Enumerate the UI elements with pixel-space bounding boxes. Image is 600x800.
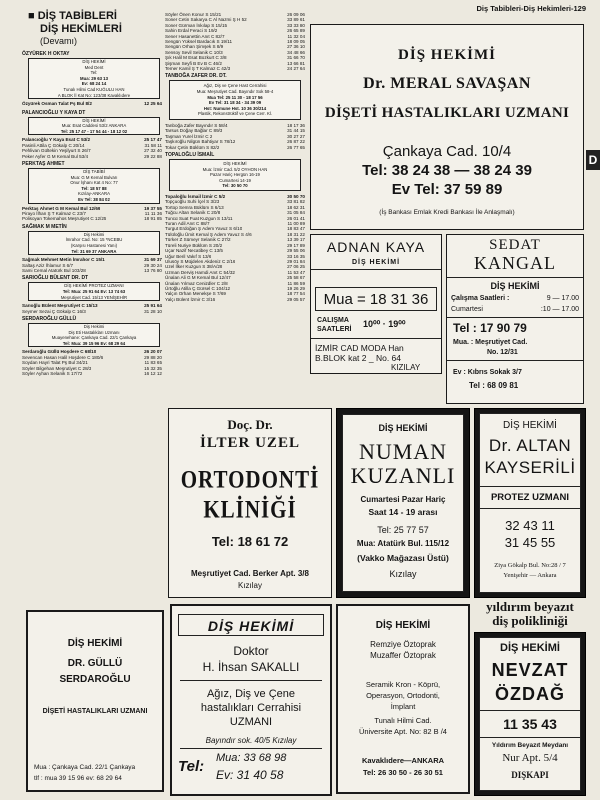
- listing-line: Meşrutiyet Cad. 15/13 YENİŞEHİR: [60, 294, 128, 300]
- entry-phone: 29 55 06: [287, 248, 305, 254]
- ad-address: Mua: Atatürk Bul. 115/12: [356, 539, 450, 548]
- directory-row: [165, 297, 305, 302]
- ad-phone: 31 45 55: [504, 535, 556, 550]
- entry-phone: 26 20 07: [144, 349, 162, 355]
- ad-phone: tlf : mua 39 15 96 ev: 68 29 64: [34, 775, 122, 782]
- entry-phone: 29 88 20: [144, 354, 162, 360]
- entry-phone: 25 91 64: [144, 303, 162, 309]
- entry-name: Sengün Orhan Şimşek S 8/9: [165, 44, 224, 50]
- entry-name: Turgut Erdoğan Ş Adem Yavuz S 6/10: [165, 226, 243, 232]
- ad-numan-kuzanli: [336, 408, 470, 598]
- ad-divider: [311, 269, 441, 270]
- listing-line: DİŞ HEKİMİ PROTEZ UZMANI: [64, 283, 124, 289]
- ad-phone: Tel: 26 30 50 - 26 30 51: [363, 768, 443, 777]
- ad-hours: Cumartesi Pazar Hariç: [360, 495, 446, 504]
- entry-name: Şişman Seyfi B Ev B C 46/2: [165, 60, 222, 66]
- entry-phone: 11 86 59: [287, 280, 305, 286]
- entry-phone: 27 06 25: [287, 264, 305, 270]
- ad-city: DIŞKAPI: [511, 770, 549, 780]
- listing-line: Tel: Mua: 39 15 96 Ev: 68 29 64: [62, 340, 126, 346]
- entry-name: Uçar Nazif Necatibey C 13/5: [165, 248, 223, 254]
- ad-doctor-label: Doktor: [233, 644, 269, 658]
- ad-address: İZMİR CAD MODA Han: [315, 343, 404, 353]
- entry-phone: 31 66 70: [287, 55, 305, 61]
- listing-line: Med Dent: [84, 64, 104, 70]
- listing-line: Tel: 30 50 70: [222, 183, 248, 189]
- entry-phone: 26 77 65: [287, 144, 305, 150]
- ad-hours-label: Çalışma Saatleri :: [451, 295, 510, 302]
- ad-sedat-kangal: [446, 234, 584, 404]
- entry-name: Türeli Nuriye Büklüm S 20/2: [165, 242, 223, 248]
- ad-inner-panel: [479, 637, 581, 791]
- ad-title: DİŞ HEKİMİ: [351, 259, 401, 266]
- ad-oztoprak: [336, 604, 470, 794]
- entry-name: Söyler Önen Konur S 15/21: [165, 12, 222, 17]
- directory-row: [165, 66, 305, 71]
- entry-phone: 34 48 66: [287, 49, 305, 55]
- entry-phone: 31 58 11: [144, 142, 162, 148]
- ad-name: ÖZDAĞ: [495, 684, 565, 704]
- directory-row: [22, 309, 162, 314]
- section-title: ■ DİŞ TABİBLERİ: [28, 10, 117, 22]
- ad-divider: [180, 748, 322, 749]
- ad-title: Doç. Dr.: [227, 417, 273, 432]
- entry-name: Sengün Yüksel Bardacık S 19/11: [165, 39, 232, 45]
- entry-heading: TANBOĞA ZAFER DR. DT.: [165, 73, 227, 80]
- entry-name: Uğur Beril Vakıf S 13/6: [165, 253, 212, 259]
- entry-phone: 11 53 47: [287, 269, 305, 275]
- entry-heading: PALANCIOĞLU Y KAYA DT: [22, 109, 86, 116]
- ad-phone-label: Tel:: [178, 758, 205, 775]
- ad-hours: Saat 14 - 19 arası: [368, 507, 438, 517]
- entry-name: Sensoy Sevil Selanik C 10/3: [165, 49, 223, 55]
- entry-phone: 30 50 70: [287, 194, 305, 200]
- entry-phone: 30 27 27: [287, 133, 305, 139]
- entry-phone: 33 81 82: [287, 199, 305, 205]
- ad-phone: Mua = 18 31 36: [323, 291, 429, 308]
- listing-line: Mua: Meşrutiyet Cad. Bayındır Sok 58-4: [196, 89, 274, 95]
- ad-address: Mua : Çankaya Cad. 22/1 Çankaya: [34, 764, 136, 771]
- entry-heading: PERKTAŞ AHMET: [22, 160, 65, 167]
- ad-name: SERDAROĞLU: [59, 674, 131, 685]
- ad-divider: [480, 486, 580, 487]
- ad-name: KUZANLI: [350, 463, 456, 488]
- listing-line: (Karşısı Hastanesi Yanı): [70, 242, 118, 248]
- entry-name: Uzel İlker Kuzgun S 38/A/28: [165, 264, 223, 270]
- ad-note: (İş Bankası Emlak Kredi Bankası İle Anlaşmalı): [379, 209, 515, 216]
- entry-name: Ulusöy S Müjdelen Akdeniz C 2/16: [165, 258, 236, 264]
- listing-line: DİŞ TABİBİ: [83, 168, 105, 174]
- entry-phone: 26 87 22: [287, 139, 305, 145]
- entry-phone: 31 05 84: [287, 210, 305, 216]
- ad-name: SEDAT: [489, 237, 541, 253]
- entry-phone: 11 83 65: [144, 360, 162, 366]
- ad-home-phone: Ev: 31 40 58: [216, 768, 284, 782]
- entry-name: Tokar Çetin Büklüm S 82/2: [165, 144, 220, 150]
- listing-box: [169, 159, 301, 191]
- listing-line: Mua: Esat Caddesi 53/2 ANKARA: [61, 123, 127, 129]
- ad-specialty: İmplant: [390, 702, 416, 711]
- listing-line: Ev: 68 24 14: [81, 81, 107, 87]
- entry-name: Ürtoğlu Atilla Ç Gürsel C 104/12: [165, 285, 231, 291]
- ad-city: Yenişehir — Ankara: [503, 572, 557, 579]
- ad-name: İLTER UZEL: [200, 435, 300, 451]
- ad-hours: 9 — 17.00: [546, 295, 579, 302]
- left-column: [22, 10, 162, 376]
- entry-name: Palancıoğlu Y Kaya Esat C 53/2: [22, 137, 91, 143]
- listing-box: [28, 323, 160, 347]
- entry-phone: 26 09 06: [287, 12, 305, 17]
- directory-row: [22, 154, 162, 159]
- ad-headline: diş polikliniği: [492, 613, 568, 628]
- entry-phone: 11 32 04: [287, 33, 305, 39]
- entry-name: Yalçı Bülent İzmir C 3/16: [165, 296, 216, 302]
- entry-phone: 18 17 36: [287, 123, 305, 129]
- ad-address: Yıldırım Beyazıt Meydanı: [491, 742, 569, 749]
- ad-adnan-kaya: [310, 234, 442, 374]
- entry-name: Topaloğlu İsmail İzmir C 5/2: [165, 194, 226, 200]
- entry-name: Peker Ayfer G M Kemal Bul 53/4: [22, 153, 89, 159]
- listing-box: [28, 58, 160, 99]
- ad-address: Mua. : Meşrutiyet Cad.: [453, 339, 528, 346]
- ad-altan-kayserili: [474, 408, 586, 598]
- entry-phone: 31 28 10: [144, 308, 162, 314]
- entry-phone: 18 83 47: [287, 226, 305, 232]
- ad-name: Dr. ALTAN: [488, 436, 572, 455]
- entry-phone: 29 30 24: [144, 262, 162, 268]
- ad-name: KAYSERİLİ: [484, 458, 576, 477]
- middle-column: [165, 12, 305, 302]
- page-header-title: Diş Tabibleri-Diş Hekimleri-129: [476, 4, 586, 13]
- ad-name: NUMAN: [358, 439, 448, 464]
- directory-list: [165, 12, 305, 71]
- listing-line: Kızılay-ANKARA: [78, 191, 110, 197]
- entry-phone: 13 76 80: [144, 267, 162, 273]
- entry-name: Turan Adil Anıt C 88/7: [165, 221, 210, 227]
- ad-name: Remziye Öztoprak: [370, 640, 436, 649]
- listing-line: Mua: G M Kemal Bulvarı: [70, 174, 118, 180]
- entry-phone: 13 66 81: [287, 60, 305, 66]
- entry-phone: 29 05 57: [287, 296, 305, 302]
- ad-phone: 11 35 43: [503, 716, 557, 732]
- ad-title: DİŞ HEKİMİ: [378, 423, 428, 433]
- entry-phone: 18 91 85: [144, 216, 162, 222]
- entry-name: Pehlivan Gültekin Yeşilyurt S 26/7: [22, 148, 91, 154]
- ad-city: Kavaklıdere—ANKARA: [361, 756, 445, 765]
- entry-name: Sener Hasanettin Anıt C 82/7: [165, 33, 225, 39]
- entry-name: Tarsus Doğay Bağlar C 89/3: [165, 128, 223, 134]
- entry-name: Soner Gürman İnkılap S 15/15: [165, 22, 228, 28]
- ad-title: DİŞ HEKİMİ: [207, 618, 295, 634]
- listing-line: DİŞ HEKİMİ: [82, 117, 106, 123]
- entry-heading: ÖZYÜREK H OKTAY: [22, 51, 70, 57]
- ad-address: No. 12/31: [487, 349, 518, 356]
- entry-phone: 25 58 67: [287, 275, 305, 281]
- entry-phone: 16 12 12: [144, 370, 162, 376]
- ad-meral-savasan: [310, 24, 584, 230]
- ad-phone: Tel: 18 61 72: [211, 534, 289, 549]
- phone-box: [315, 287, 437, 311]
- listing-line: Diş Hekimi: [83, 323, 105, 329]
- entry-name: Uzman Derviş Hamdi Anıt C 54/32: [165, 269, 235, 275]
- entry-heading: SERDAROĞLU GÜLLÜ: [22, 315, 77, 322]
- ad-specialty: UZMANI: [229, 716, 273, 728]
- section-subtitle: (Devamı): [40, 36, 78, 46]
- ad-address: B.BLOK kat 2 _ No. 64: [315, 353, 401, 363]
- listing-line: Pazar Hariç Hergün 16-19: [210, 172, 260, 178]
- ad-address-note: (Vakko Mağazası Üstü): [357, 553, 449, 563]
- ad-phone: 32 43 11: [505, 518, 555, 533]
- entry-phone: 33 16 35: [287, 253, 305, 259]
- entry-phone: 31 44 15: [287, 128, 305, 134]
- ad-name: Muzaffer Öztoprak: [370, 651, 436, 660]
- ad-home-phone: Tel : 68 09 81: [469, 381, 519, 390]
- entry-phone: 12 25 64: [144, 101, 162, 107]
- ad-address: Tunalı Hilmi Cad.: [374, 716, 432, 725]
- ad-title: DİŞ HEKİMİ: [500, 642, 560, 654]
- directory-row: [22, 101, 162, 106]
- ad-specialty: DİŞETİ HASTALIKLARI UZMANI: [42, 708, 148, 715]
- ad-nevzat-ozdag: [474, 632, 586, 796]
- ad-address: Üniversite Apt. No: 82 B /4: [359, 727, 447, 736]
- listing-line: Mua: İzmir Cad. 5/2 OYHON HAN: [202, 166, 268, 172]
- listing-line: Cumartesi 14-19: [219, 177, 251, 183]
- ad-phone: Tel: 25 77 57: [377, 525, 429, 535]
- entry-phone: 18 31 22: [287, 231, 305, 237]
- entry-name: Serdaroğlu Güllü Hoşdere C 68/10: [22, 349, 97, 355]
- directory-row: [22, 216, 162, 221]
- ad-hours: :10 — 17.00: [540, 306, 579, 313]
- listing-line: Diş Hekimi: [83, 231, 105, 237]
- entry-heading: TOPALOĞLU İSMAİL: [165, 152, 215, 159]
- ad-home-address: Ev : Kıbrıs Sokak 3/7: [453, 369, 522, 376]
- entry-name: Topçuoğlu Suhi İçel S 3/23: [165, 199, 220, 205]
- entry-name: Sevencan Hasan Halil Hoşdere C 180/6: [22, 354, 104, 360]
- entry-name: Soner Cetin Sakarya C Al Nazmi Ş H 52: [165, 17, 247, 23]
- ad-specialty: Ağız, Diş ve Çene: [206, 688, 296, 700]
- listing-line: İmrahor Cad. No: 15 *NCEBU: [65, 237, 123, 243]
- ad-name: DR. GÜLLÜ: [67, 658, 123, 669]
- listing-line: Tel: Mua: 25 91 64 Ev: 13 74 63: [62, 288, 126, 294]
- listing-box: [28, 168, 160, 204]
- entry-phone: 29 17 89: [287, 242, 305, 248]
- entry-phone: 26 01 41: [287, 215, 305, 221]
- ad-inner-panel: [479, 413, 581, 593]
- ad-divider: [447, 277, 583, 278]
- ad-ihsan-sakalli: [170, 604, 332, 796]
- entry-phone: 27 36 10: [287, 44, 305, 50]
- ad-name: NEVZAT: [491, 660, 569, 680]
- entry-heading: SAĞMAK M METİN: [22, 223, 67, 230]
- entry-name: Sami Cemal Atatürk Bul 103/28: [22, 267, 86, 273]
- entry-phone: 29 01 84: [287, 258, 305, 264]
- entry-phone: 13 39 17: [287, 237, 305, 243]
- ad-city: KIZILAY: [391, 363, 421, 372]
- ad-divider: [447, 360, 583, 361]
- entry-name: Ünalan Ali G M Kemal Bul 12/47: [165, 275, 231, 281]
- ad-name: Dr. MERAL SAVAŞAN: [363, 75, 531, 92]
- listing-line: Tel: 25 17 47 - 17 54 44 - 18 12 02: [60, 128, 128, 134]
- ad-hours: 10⁰⁰ · 19⁰⁰: [363, 319, 406, 329]
- entry-name: Yalçın Orhan Menekşe S 7/69: [165, 291, 226, 297]
- listing-box: [28, 282, 160, 301]
- ad-headline: yıldırım beyazıt: [486, 599, 574, 614]
- entry-name: Tanboğa Zafer Bayındır S 58/4: [165, 123, 228, 129]
- listing-line: Ev Tel: 38 84 02: [78, 196, 110, 202]
- listing-box: [169, 80, 301, 120]
- listing-line: Tel: 18 57 88: [81, 185, 107, 191]
- listing-line: DİŞ HEKİMİ: [223, 161, 247, 167]
- entry-phone: 33 89 61: [287, 17, 305, 23]
- ad-specialty: ORTODONTİ: [180, 464, 320, 494]
- entry-name: Taşkıroğlu Nilgün Bahtiyar S 78/12: [165, 139, 236, 145]
- ad-divider: [311, 338, 441, 339]
- entry-phone: 19 26 29: [287, 285, 305, 291]
- ad-address: Meşrutiyet Cad. Berker Apt. 3/8: [191, 569, 309, 578]
- entry-name: Perktaş Ahmet G M Kemal Bul 12/69: [22, 205, 101, 211]
- ad-name: ADNAN KAYA: [326, 239, 426, 255]
- listing-line: Ev Tel: 31 18 34 - 34 39 09: [208, 100, 262, 106]
- ad-home-phone: Ev Tel: 37 59 89: [391, 181, 503, 198]
- ad-address: Ziya Gökalp Bul. No:28 / 7: [494, 562, 566, 569]
- entry-heading: SARIOĞLU BÜLENT DR. DT: [22, 275, 89, 282]
- directory-list: [165, 194, 305, 302]
- entry-phone: 27 32 40: [144, 148, 162, 154]
- entry-phone: 29 22 88: [144, 153, 162, 159]
- entry-name: Sahin Erdal Feraci S 19/2: [165, 28, 218, 34]
- listing-line: Plastik, Rekonstrüktif ve Çene Cerr. Kl.: [197, 111, 273, 117]
- ad-phone: Tel : 17 90 79: [453, 321, 527, 335]
- ad-specialty: Seramik Kron - Köprü,: [365, 680, 441, 689]
- listing-line: Onur İşhanı Kat 4 No: 77: [70, 180, 118, 186]
- listing-line: Tel: 31 69 37 ANKARA: [71, 248, 117, 254]
- ad-inner-panel: [342, 414, 464, 592]
- entry-phone: 18 62 31: [287, 204, 305, 210]
- directory-row: [22, 371, 162, 376]
- entry-name: Taşman Yurel İzmir C 2: [165, 133, 213, 139]
- ad-title: DİŞ HEKİMİ: [67, 638, 123, 649]
- ad-divider: [480, 508, 580, 509]
- entry-name: Özyürek Osman Talat Pş Bul 8/2: [22, 101, 92, 107]
- entry-phone: 18 09 05: [287, 39, 305, 45]
- ad-divider: [480, 710, 580, 711]
- ad-specialty: hastalıkları Cerrahisi: [200, 702, 302, 714]
- entry-name: Polisoyan Tokemahos Meşrutiyet C 12/25: [22, 216, 107, 222]
- listing-line: Hst: Numune Hst. 10 36 30/214: [203, 105, 267, 111]
- entry-name: Tortop Semra Büklüm S 6/13: [165, 204, 224, 210]
- entry-name: Söyler Ayhan Selanik S 17/72: [22, 370, 83, 376]
- directory-row: [165, 145, 305, 150]
- entry-phone: 24 27 64: [287, 66, 305, 72]
- listing-line: A BLOK İl Kat No: 123/38 Kavaklıdere: [57, 92, 131, 98]
- ad-city: Kızılay: [237, 581, 262, 590]
- listing-box: [28, 231, 160, 255]
- entry-name: Tülüloğlu Ümit Kemal Ş Adem Yavuz S 4/6: [165, 231, 252, 237]
- ad-divider: [447, 317, 583, 318]
- listing-line: Mua: 29 63 13: [80, 75, 108, 81]
- ad-hours-label: SAATLERİ: [317, 326, 352, 333]
- ad-specialty: KLİNİĞİ: [203, 494, 297, 524]
- ad-divider: [480, 737, 580, 738]
- ad-specialty: DİŞETİ HASTALIKLARI UZMANI: [324, 105, 570, 121]
- ad-specialty: Operasyon, Ortodonti,: [366, 691, 440, 700]
- entry-name: Seymer Sezai Ç Gökalp C 16/3: [22, 308, 86, 314]
- section-tab: D: [586, 150, 600, 170]
- ad-title: DİŞ HEKİMİ: [490, 281, 540, 291]
- entry-phone: 18 77 54: [287, 291, 305, 297]
- entry-phone: 25 17 47: [144, 137, 162, 143]
- ad-title: DİŞ HEKİMİ: [398, 47, 496, 63]
- entry-name: Saltaş Aziz İhlamur S 6/7: [22, 262, 74, 268]
- entry-phone: 26 65 89: [287, 28, 305, 34]
- entry-phone: 19 37 55: [144, 205, 162, 211]
- listing-line: Ağız, Diş ve Çene Hast Cerrahisi: [203, 83, 267, 89]
- listing-line: Muayenehane: Çankaya Cad. 22/1 Çankaya: [51, 335, 137, 341]
- title-box: [178, 614, 324, 636]
- entry-phone: 33 33 80: [287, 22, 305, 28]
- entry-name: Temer Kamil Ş T Kalmaz C 42/3: [165, 66, 231, 72]
- listing-line: Tel:: [90, 70, 98, 76]
- entry-phone: 31 69 37: [144, 257, 162, 263]
- section-title: DİŞ HEKİMLERİ: [40, 23, 122, 35]
- ad-title: DİŞ HEKİMİ: [375, 620, 431, 631]
- entry-phone: 15 32 35: [144, 365, 162, 371]
- listing-line: Mua Tel: 25 11 30 - 18 17 56: [207, 94, 263, 100]
- ad-city: Kızılay: [389, 569, 417, 579]
- ad-name: KANGAL: [474, 253, 556, 273]
- ad-address: Bayındır sok. 40/5 Kızılay: [205, 736, 297, 745]
- ad-divider: [180, 680, 322, 681]
- ad-ilter-uzel: [168, 408, 332, 598]
- entry-name: Şık Halil M Esat Bozkurt C 3/8: [165, 55, 227, 61]
- entry-name: Tuncα Suat Fuat Kuzgun S 13/11: [165, 215, 233, 221]
- ad-hours-label: Cumartesi: [451, 306, 483, 313]
- entry-name: Sağmak Mehmet Metin İmrahor C 15/1: [22, 257, 105, 263]
- entry-name: Sarıoğlu Bülent Meşrutiyet C 15/13: [22, 303, 98, 309]
- entry-name: Pirayo İlhan Ş T Kalmaz C 23/7: [22, 210, 86, 216]
- entry-phone: 11 00 89: [287, 221, 305, 227]
- ad-phone: Mua: 33 68 98: [216, 752, 287, 764]
- entry-phone: 11 11 36: [144, 210, 162, 216]
- ad-address: Nur Apt. 5/4: [502, 752, 558, 764]
- ad-hours-label: CALIŞMA: [317, 317, 349, 324]
- directory-row: [22, 268, 162, 273]
- ad-gullu-serdaroglu: [26, 610, 164, 792]
- ad-phone: Tel: 38 24 38 — 38 24 39: [362, 162, 532, 179]
- listing-line: Tunalı Hilmi Cad KUĞULU HAN: [63, 86, 125, 92]
- ad-name: H. İhsan SAKALLI: [202, 660, 300, 674]
- listing-line: Diş Eti Hastalıkları Uzmanı: [68, 329, 120, 335]
- entry-name: Tuğcu Altan Selanik C 20/8: [165, 210, 221, 216]
- entry-name: Söyler Bilgehan Meşrutiyet C 28/3: [22, 365, 92, 371]
- listing-line: DİŞ HEKİMİ: [82, 59, 106, 64]
- entry-name: Soydan Hayri Talat Pş Bul 34/21: [22, 360, 88, 366]
- ad-address: Çankaya Cad. 10/4: [382, 143, 512, 160]
- ad-specialty: PROTEZ UZMANI: [490, 492, 570, 503]
- directory-list: [165, 123, 305, 150]
- ad-title: DİŞ HEKİMİ: [503, 420, 557, 431]
- listing-box: [28, 117, 160, 136]
- entry-name: Türker Z Sümeyr Selanik C 27/2: [165, 237, 231, 243]
- entry-name: Pasinli Attila Ç Gökalp C 20/14: [22, 142, 85, 148]
- entry-name: Ünalan Yılmaz Cenizdler C 2/8: [165, 280, 228, 286]
